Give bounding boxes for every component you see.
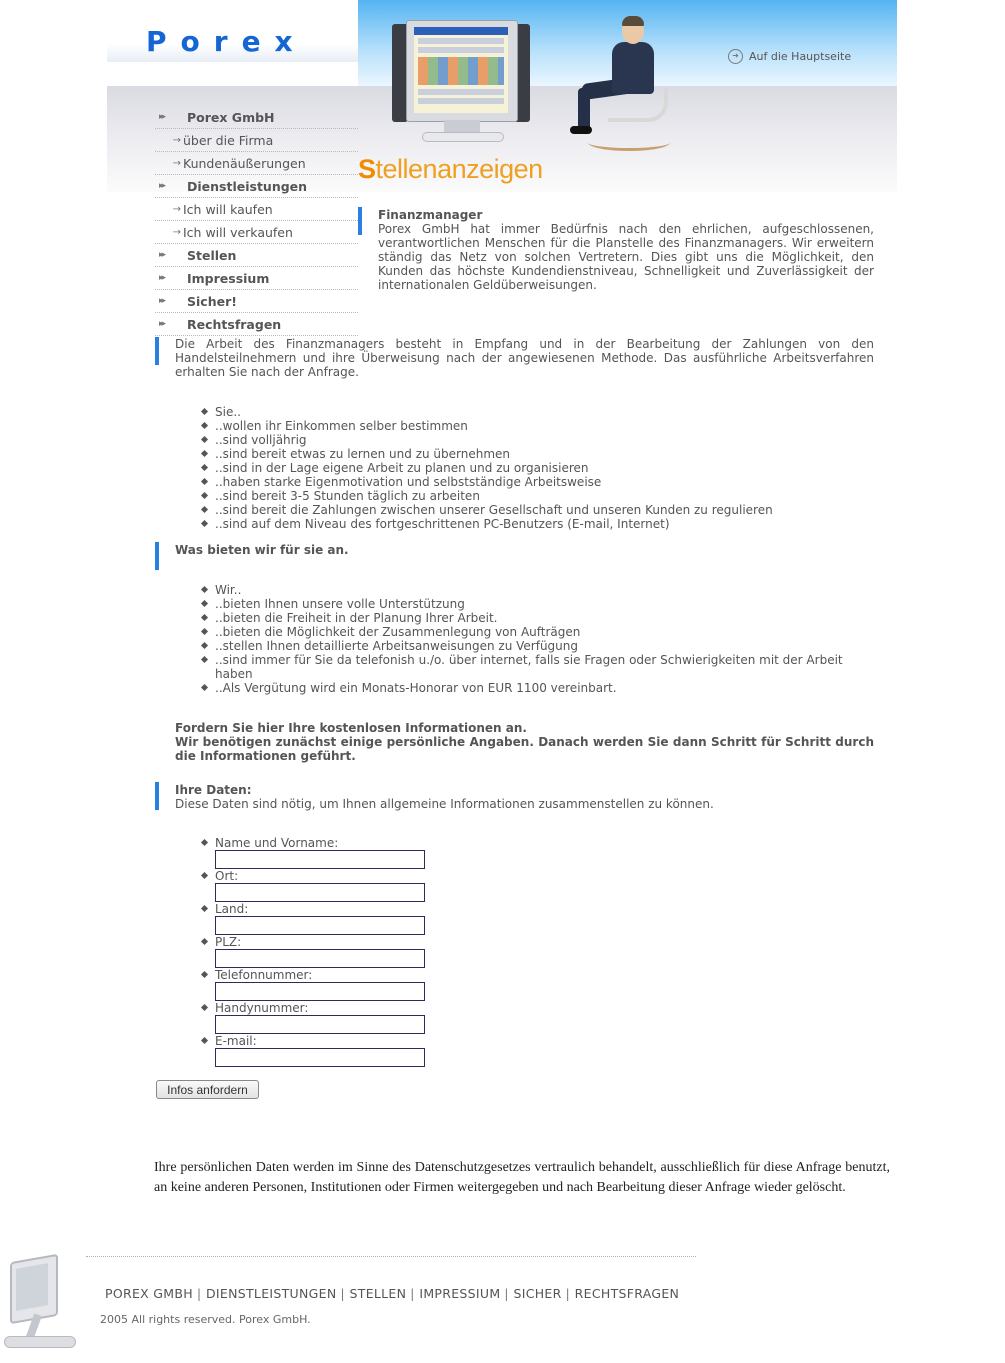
list-item: ..sind in der Lage eigene Arbeit zu planen und zu organisieren bbox=[201, 461, 881, 475]
sidebar-item-sicher[interactable]: ▸▸ Sicher! bbox=[155, 290, 358, 313]
footer-link-rechtsfragen[interactable]: RECHTSFRAGEN bbox=[574, 1286, 680, 1301]
name-input[interactable] bbox=[215, 850, 425, 869]
email-input[interactable] bbox=[215, 1048, 425, 1067]
double-chevron-right-icon: ▸▸ bbox=[159, 112, 165, 122]
ort-input[interactable] bbox=[215, 883, 425, 902]
infos-anfordern-button[interactable]: Infos anfordern bbox=[156, 1080, 259, 1099]
ort-label: Ort: bbox=[215, 869, 239, 883]
form-field-telefon bbox=[201, 968, 501, 1001]
form-field-handy bbox=[201, 1001, 501, 1034]
form-field-email bbox=[201, 1034, 501, 1067]
sidebar-item-ich-will-kaufen[interactable]: → Ich will kaufen bbox=[155, 198, 358, 221]
request-form bbox=[201, 836, 501, 1067]
footer-nav: POREX GMBH | DIENSTLEISTUNGEN | STELLEN | IMPRESSIUM | SICHER | RECHTSFRAGEN bbox=[105, 1286, 680, 1301]
name-label: Name und Vorname: bbox=[215, 836, 339, 850]
sidebar-item-dienstleistungen[interactable]: ▸▸ Dienstleistungen bbox=[155, 175, 358, 198]
telefon-input[interactable] bbox=[215, 982, 425, 1001]
section-accent-bar bbox=[155, 542, 159, 570]
intro-heading: Finanzmanager bbox=[378, 208, 483, 222]
home-link-label: Auf die Hauptseite bbox=[749, 49, 852, 63]
double-chevron-right-icon: ▸▸ bbox=[159, 296, 165, 306]
home-link[interactable] bbox=[728, 47, 851, 65]
double-chevron-right-icon: ▸▸ bbox=[159, 273, 165, 283]
site-logo[interactable]: Porex bbox=[146, 25, 307, 58]
list-item: ..Als Vergütung wird ein Monats-Honorar von EUR 1100 vereinbart. bbox=[201, 681, 874, 695]
list-item: ..sind bereit die Zahlungen zwischen unserer Gesellschaft und unseren Kunden zu regulieren bbox=[201, 503, 881, 517]
list-item: ..bieten Ihnen unsere volle Unterstützung bbox=[201, 597, 874, 611]
sidebar-item-ueber-die-firma[interactable]: → über die Firma bbox=[155, 129, 358, 152]
sidebar-item-stellen[interactable]: ▸▸ Stellen bbox=[155, 244, 358, 267]
list-item: Wir.. bbox=[201, 583, 874, 597]
data-section bbox=[175, 783, 874, 811]
handy-input[interactable] bbox=[215, 1015, 425, 1034]
arrow-right-icon: → bbox=[172, 226, 181, 238]
list-item: ..sind volljährig bbox=[201, 433, 881, 447]
section-accent-bar bbox=[358, 207, 362, 235]
land-label: Land: bbox=[215, 902, 249, 916]
circle-arrow-right-icon: ➜ bbox=[728, 49, 743, 64]
footer-link-porex-gmbh[interactable]: POREX GMBH bbox=[105, 1286, 193, 1301]
work-text: Die Arbeit des Finanzmanagers besteht in Empfang und in der Bearbeitung der Zahlungen von den Handelsteilnehmern und ihre Überweisung nach der angewiesenen Methode. Das ausführliche Arbeitsverfahren erhalten Sie nach der Anfrage. bbox=[175, 337, 874, 379]
form-field-plz bbox=[201, 935, 501, 968]
footer-link-impressium[interactable]: IMPRESSIUM bbox=[419, 1286, 501, 1301]
plz-input[interactable] bbox=[215, 949, 425, 968]
intro-section bbox=[378, 208, 874, 292]
sidebar-item-impressium[interactable]: ▸▸ Impressium bbox=[155, 267, 358, 290]
plz-label: PLZ: bbox=[215, 935, 242, 949]
list-item: ..bieten die Möglichkeit der Zusammenlegung von Aufträgen bbox=[201, 625, 874, 639]
arrow-right-icon: → bbox=[172, 157, 181, 169]
sidebar-item-ich-will-verkaufen[interactable]: → Ich will verkaufen bbox=[155, 221, 358, 244]
offers-list bbox=[201, 583, 874, 695]
data-text: Diese Daten sind nötig, um Ihnen allgemeine Informationen zusammenstellen zu können. bbox=[175, 797, 714, 811]
footer-divider bbox=[86, 1256, 696, 1257]
double-chevron-right-icon: ▸▸ bbox=[159, 319, 165, 329]
intro-text: Porex GmbH hat immer Bedürfnis nach den ehrlichen, aufgeschlossenen, verantwortlichen Menschen für die Planstelle des Finanzmanagers. Wir erweitern ständig das Netz von solchen Vertretern. Dies gibt uns die Möglichkeit, den Kunden das höchste Kundendienstniveau, Schnelligkeit und Zuverlässigkeit der internationalen Geldüberweisungen. bbox=[378, 222, 874, 292]
request-info bbox=[175, 721, 874, 763]
land-input[interactable] bbox=[215, 916, 425, 935]
copyright: 2005 All rights reserved. Porex GmbH. bbox=[100, 1313, 311, 1326]
email-label: E-mail: bbox=[215, 1034, 257, 1048]
list-item: ..wollen ihr Einkommen selber bestimmen bbox=[201, 419, 881, 433]
data-heading: Ihre Daten: bbox=[175, 783, 252, 797]
sidebar-nav bbox=[155, 106, 358, 336]
list-item: ..bieten die Freiheit in der Planung Ihrer Arbeit. bbox=[201, 611, 874, 625]
offer-heading: Was bieten wir für sie an. bbox=[175, 543, 349, 557]
form-field-name bbox=[201, 836, 501, 869]
list-item: ..sind bereit 3-5 Stunden täglich zu arbeiten bbox=[201, 489, 881, 503]
double-chevron-right-icon: ▸▸ bbox=[159, 181, 165, 191]
list-item: ..sind auf dem Niveau des fortgeschrittenen PC-Benutzers (E-mail, Internet) bbox=[201, 517, 881, 531]
section-accent-bar bbox=[155, 337, 159, 365]
handy-label: Handynummer: bbox=[215, 1001, 309, 1015]
page-title: Stellenanzeigen bbox=[358, 154, 543, 184]
list-item: ..sind immer für Sie da telefonish u./o. über internet, falls sie Fragen oder Schwierigkeiten mit der Arbeit haben bbox=[201, 653, 874, 681]
section-accent-bar bbox=[155, 782, 159, 810]
form-field-ort bbox=[201, 869, 501, 902]
double-chevron-right-icon: ▸▸ bbox=[159, 250, 165, 260]
privacy-notice: Ihre persönlichen Daten werden im Sinne des Datenschutzgesetzes vertraulich behandelt, ausschließlich für diese Anfrage benutzt, an keine anderen Personen, Institutionen oder Firmen weitergegeben und nach Bearbeitung dieser Anfrage wieder gelöscht. bbox=[154, 1160, 890, 1195]
arrow-right-icon: → bbox=[172, 134, 181, 146]
request-line-1: Fordern Sie hier Ihre kostenlosen Informationen an. bbox=[175, 721, 527, 735]
list-item: Sie.. bbox=[201, 405, 881, 419]
sidebar-item-rechtsfragen[interactable]: ▸▸ Rechtsfragen bbox=[155, 313, 358, 336]
telefon-label: Telefonnummer: bbox=[215, 968, 313, 982]
footer-link-dienstleistungen[interactable]: DIENSTLEISTUNGEN bbox=[206, 1286, 337, 1301]
list-item: ..haben starke Eigenmotivation und selbstständige Arbeitsweise bbox=[201, 475, 881, 489]
form-field-land bbox=[201, 902, 501, 935]
sidebar-item-kundenaeusserungen[interactable]: → Kundenäußerungen bbox=[155, 152, 358, 175]
requirements-list bbox=[201, 405, 881, 531]
sidebar-item-porex-gmbh[interactable]: ▸▸ Porex GmbH bbox=[155, 106, 358, 129]
request-line-2: Wir benötigen zunächst einige persönliche Angaben. Danach werden Sie dann Schritt für Schritt durch die Informationen geführt. bbox=[175, 735, 874, 763]
computer-illustration bbox=[0, 1252, 80, 1352]
man-in-rocking-chair-illustration bbox=[568, 18, 673, 150]
arrow-right-icon: → bbox=[172, 203, 181, 215]
footer-link-stellen[interactable]: STELLEN bbox=[349, 1286, 407, 1301]
footer-link-sicher[interactable]: SICHER bbox=[513, 1286, 562, 1301]
monitor-illustration bbox=[392, 20, 532, 142]
list-item: ..sind bereit etwas zu lernen und zu übernehmen bbox=[201, 447, 881, 461]
list-item: ..stellen Ihnen detaillierte Arbeitsanweisungen zu Verfügung bbox=[201, 639, 874, 653]
